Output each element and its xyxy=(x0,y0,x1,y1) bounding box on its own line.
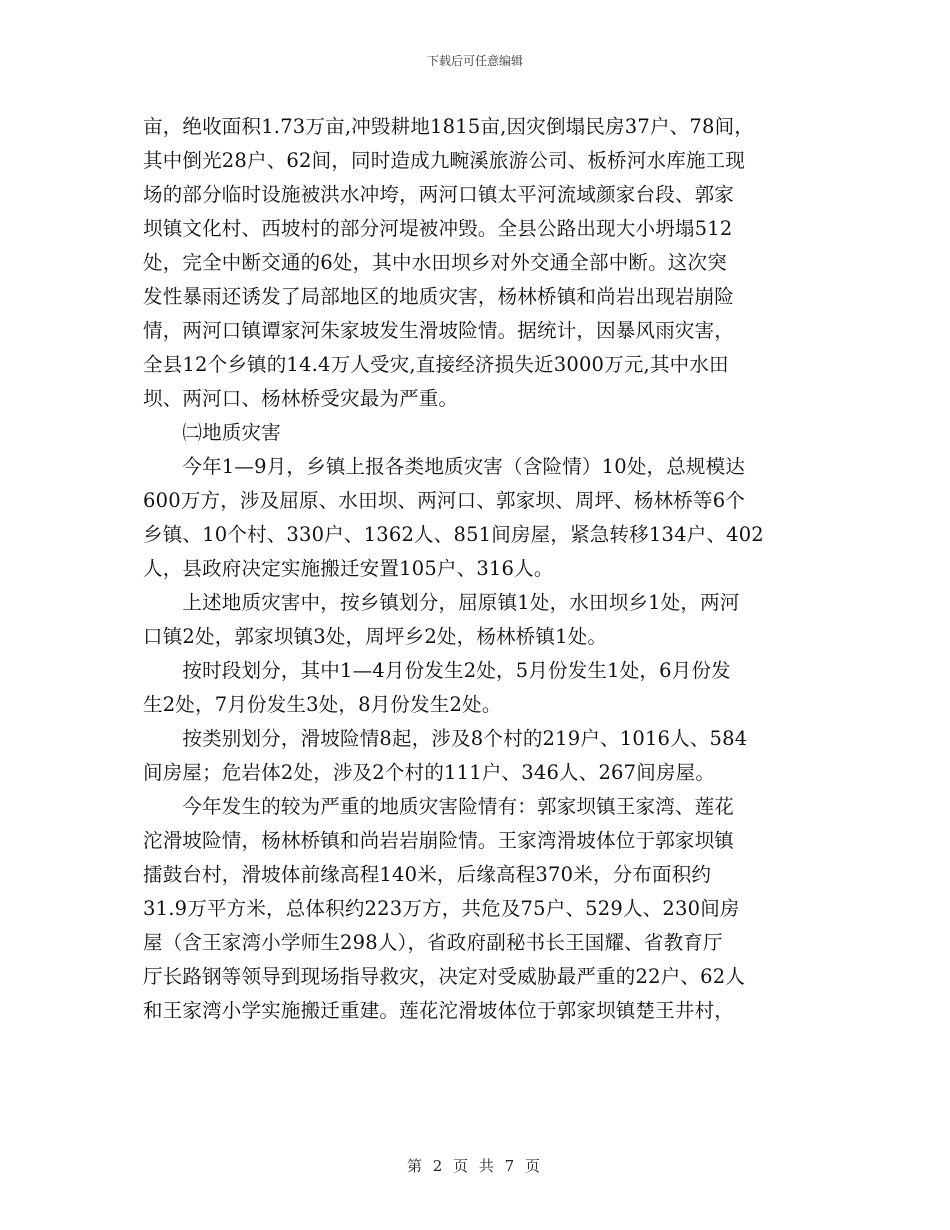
text-line: 沱滑坡险情，杨林桥镇和尚岩岩崩险情。王家湾滑坡体位于郭家坝镇 xyxy=(143,829,735,852)
text-line: 全县12个乡镇的14.4万人受灾,直接经济损失近3000万元,其中水田 xyxy=(143,353,729,376)
text-line: 生2处，7月份发生3处，8月份发生2处。 xyxy=(143,693,502,716)
text-line: 坝镇文化村、西坡村的部分河堤被冲毁。全县公路出现大小坍塌512 xyxy=(143,217,733,240)
text-line: 间房屋；危岩体2处，涉及2个村的111户、346人、267间房屋。 xyxy=(143,761,716,784)
text-line: 口镇2处，郭家坝镇3处，周坪乡2处，杨林桥镇1处。 xyxy=(143,625,608,648)
text-line: 上述地质灾害中，按乡镇划分，屈原镇1处，水田坝乡1处，两河 xyxy=(143,591,740,614)
text-line: 场的部分临时设施被洪水冲垮，两河口镇太平河流域颜家台段、郭家 xyxy=(143,183,735,206)
text-line: 擂鼓台村，滑坡体前缘高程140米，后缘高程370米，分布面积约 xyxy=(143,863,712,886)
text-line: 和王家湾小学实施搬迁重建。莲花沱滑坡体位于郭家坝镇楚王井村， xyxy=(143,999,735,1022)
text-line: 600万方，涉及屈原、水田坝、两河口、郭家坝、周坪、杨林桥等6个 xyxy=(143,489,746,512)
text-line: 乡镇、10个村、330户、1362人、851间房屋，紧急转移134户、402 xyxy=(143,523,764,546)
text-line: 屋（含王家湾小学师生298人），省政府副秘书长王国耀、省教育厅 xyxy=(143,931,723,954)
text-line: 发性暴雨还诱发了局部地区的地质灾害，杨林桥镇和尚岩出现岩崩险 xyxy=(143,285,735,308)
text-line: 31.9万平方米，总体积约223万方，共危及75户、529人、230间房 xyxy=(143,897,740,920)
text-line: 厅长路钢等领导到现场指导救灾，决定对受威胁最严重的22户、62人 xyxy=(143,965,746,988)
section-heading: ㈡地质灾害 xyxy=(143,421,281,444)
text-line: 人，县政府决定实施搬迁安置105户、316人。 xyxy=(143,557,554,580)
text-line: 按时段划分，其中1—4月份发生2处，5月份发生1处，6月份发 xyxy=(143,659,731,682)
text-line: 按类别划分，滑坡险情8起，涉及8个村的219户、1016人、584 xyxy=(143,727,748,750)
text-line: 亩，绝收面积1.73万亩,冲毁耕地1815亩,因灾倒塌民房37户、78间， xyxy=(143,115,754,138)
text-line: 情，两河口镇谭家河朱家坡发生滑坡险情。据统计，因暴风雨灾害， xyxy=(143,319,735,342)
text-line: 今年发生的较为严重的地质灾害险情有：郭家坝镇王家湾、莲花 xyxy=(143,795,735,818)
page-footer: 第 2 页 共 7 页 xyxy=(407,1157,543,1175)
page-header: 下载后可任意编辑 xyxy=(426,54,523,68)
document-body xyxy=(143,110,811,1028)
text-line: 坝、两河口、杨林桥受灾最为严重。 xyxy=(143,387,459,410)
text-line: 其中倒光28户、62间，同时造成九畹溪旅游公司、板桥河水库施工现 xyxy=(143,149,746,172)
text-line: 处，完全中断交通的6处，其中水田坝乡对外交通全部中断。这次突 xyxy=(143,251,727,274)
text-line: 今年1—9月，乡镇上报各类地质灾害（含险情）10处，总规模达 xyxy=(143,455,746,478)
